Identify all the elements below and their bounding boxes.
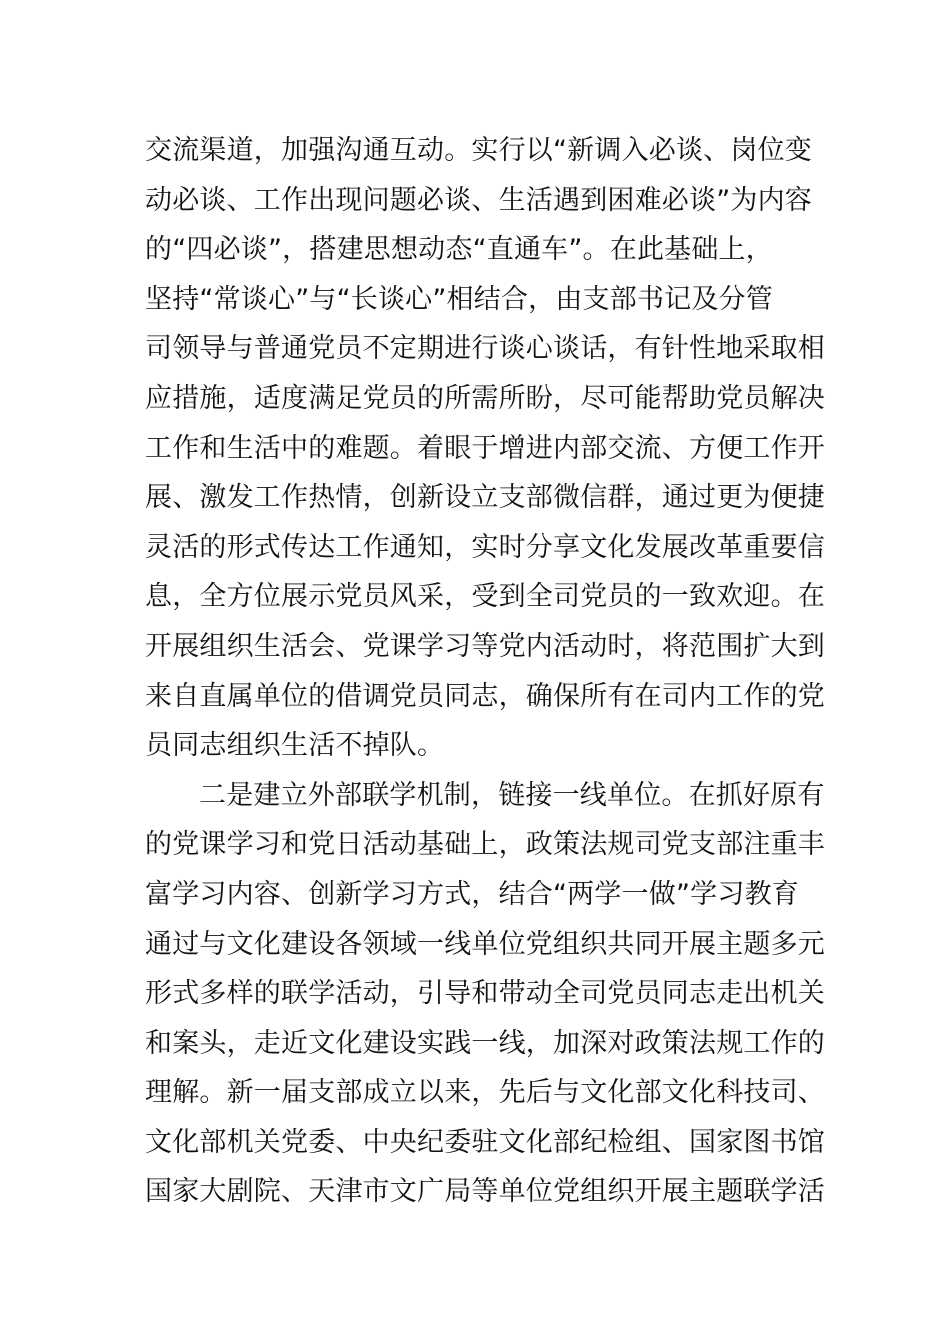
text-line: 司领导与普通党员不定期进行谈心谈话，有针性地采取相 bbox=[145, 333, 825, 365]
text-line: 交流渠道，加强沟通互动。实行以“新调入必谈、岗位变 bbox=[145, 135, 812, 166]
body-text bbox=[145, 126, 825, 1217]
text-line: 形式多样的联学活动，引导和带动全司党员同志走出机关 bbox=[145, 978, 825, 1010]
text-line: 富学习内容、创新学习方式，结合“两学一做”学习教育 bbox=[145, 878, 799, 910]
text-line: 工作和生活中的难题。着眼于增进内部交流、方便工作开 bbox=[145, 432, 825, 464]
text-line: 来自直属单位的借调党员同志，确保所有在司内工作的党 bbox=[145, 680, 825, 712]
text-line: 应措施，适度满足党员的所需所盼，尽可能帮助党员解决 bbox=[145, 382, 825, 414]
text-line: 开展组织生活会、党课学习等党内活动时，将范围扩大到 bbox=[145, 630, 825, 662]
text-line: 动必谈、工作出现问题必谈、生活遇到困难必谈”为内容 bbox=[145, 184, 812, 216]
text-line: 通过与文化建设各领域一线单位党组织共同开展主题多元 bbox=[145, 928, 825, 960]
text-line: 展、激发工作热情，创新设立支部微信群，通过更为便捷 bbox=[145, 482, 825, 514]
paragraph-start-line: 二是建立外部联学机制，链接一线单位。在抓好原有 bbox=[199, 779, 825, 811]
text-line: 坚持“常谈心”与“长谈心”相结合，由支部书记及分管 bbox=[145, 283, 773, 315]
text-line: 的“四必谈”，搭建思想动态“直通车”。在此基础上， bbox=[145, 234, 773, 266]
text-line: 息，全方位展示党员风采，受到全司党员的一致欢迎。在 bbox=[145, 581, 825, 613]
text-line: 文化部机关党委、中央纪委驻文化部纪检组、国家图书馆 bbox=[145, 1126, 825, 1158]
text-line: 的党课学习和党日活动基础上，政策法规司党支部注重丰 bbox=[145, 829, 825, 861]
text-line: 和案头，走近文化建设实践一线，加深对政策法规工作的 bbox=[145, 1027, 825, 1059]
text-line: 员同志组织生活不掉队。 bbox=[145, 730, 445, 762]
text-line: 灵活的形式传达工作通知，实时分享文化发展改革重要信 bbox=[145, 531, 825, 563]
text-line: 国家大剧院、天津市文广局等单位党组织开展主题联学活 bbox=[145, 1176, 825, 1208]
text-line: 理解。新一届支部成立以来，先后与文化部文化科技司、 bbox=[145, 1077, 825, 1109]
